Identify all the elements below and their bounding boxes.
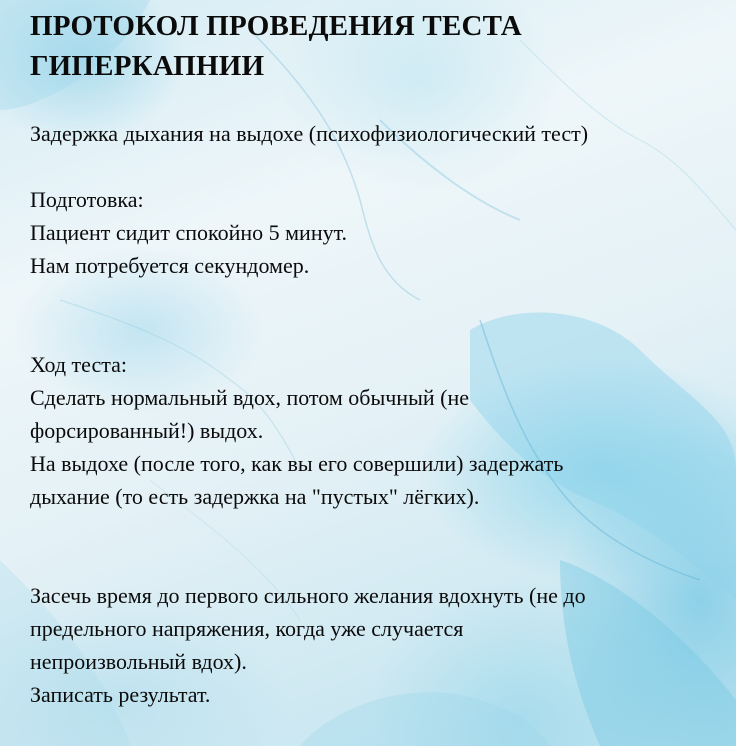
preparation-line: Пациент сидит спокойно 5 минут. bbox=[30, 220, 348, 245]
procedure-line: дыхание (то есть задержка на "пустых" лёгких). bbox=[30, 484, 480, 509]
preparation-section bbox=[30, 183, 720, 282]
result-line: непроизвольный вдох). bbox=[30, 649, 247, 674]
result-line: предельного напряжения, когда уже случается bbox=[30, 616, 464, 641]
result-section bbox=[30, 579, 720, 711]
preparation-heading: Подготовка: bbox=[30, 187, 144, 212]
title-line-1: ПРОТОКОЛ ПРОВЕДЕНИЯ ТЕСТА bbox=[30, 10, 522, 42]
procedure-heading: Ход теста: bbox=[30, 352, 128, 377]
preparation-line: Нам потребуется секундомер. bbox=[30, 253, 310, 278]
procedure-line: На выдохе (после того, как вы его совершили) задержать bbox=[30, 451, 564, 476]
procedure-line: форсированный!) выдох. bbox=[30, 418, 264, 443]
procedure-line: Сделать нормальный вдох, потом обычный (не bbox=[30, 385, 469, 410]
procedure-section bbox=[30, 348, 720, 513]
result-line: Записать результат. bbox=[30, 682, 211, 707]
title-line-2: ГИПЕРКАПНИИ bbox=[30, 50, 265, 82]
test-subtitle: Задержка дыхания на выдохе (психофизиологический тест) bbox=[30, 121, 589, 146]
page-title bbox=[30, 6, 720, 86]
protocol-document bbox=[30, 6, 720, 711]
result-line: Засечь время до первого сильного желания вдохнуть (не до bbox=[30, 583, 586, 608]
